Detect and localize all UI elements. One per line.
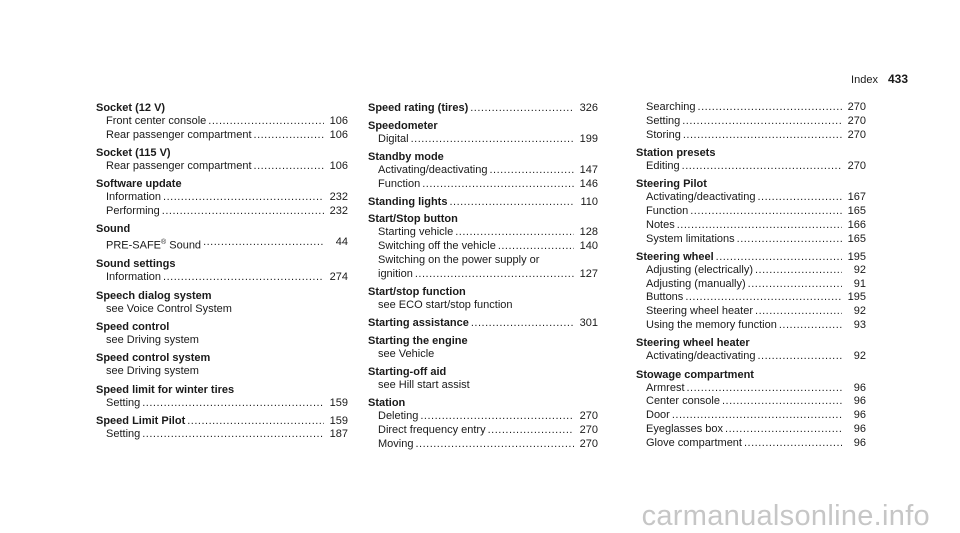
index-entry xyxy=(96,101,348,143)
index-subentry xyxy=(96,303,348,317)
subentry-label: Eyeglasses box xyxy=(646,423,724,436)
page-ref[interactable]: 93 xyxy=(853,319,866,332)
dot-leader xyxy=(142,428,324,442)
subentry-label: Information xyxy=(106,271,162,284)
index-heading-row xyxy=(96,101,348,115)
subentry-label: Armrest xyxy=(646,381,685,394)
dot-leader xyxy=(254,160,324,174)
page-ref[interactable]: 301 xyxy=(579,317,598,330)
page-ref[interactable]: 167 xyxy=(847,191,866,204)
watermark: carmanualsonline.info xyxy=(641,500,930,532)
index-column-3 xyxy=(636,101,866,451)
index-subentry xyxy=(96,191,348,205)
subentry-label: Setting xyxy=(646,114,681,127)
index-heading: Steering Pilot xyxy=(636,178,707,191)
index-heading-row xyxy=(636,368,866,382)
dot-leader xyxy=(163,191,324,205)
section-title: Index xyxy=(851,74,878,86)
dot-leader xyxy=(470,101,574,115)
index-heading: Start/stop function xyxy=(368,286,466,299)
dot-leader xyxy=(725,423,842,437)
subentry-label: Center console xyxy=(646,395,720,408)
dot-leader xyxy=(422,178,574,192)
dot-leader xyxy=(415,438,574,452)
page-ref[interactable]: 270 xyxy=(847,114,866,127)
index-subentry xyxy=(368,226,598,240)
page-ref[interactable]: 147 xyxy=(579,163,598,176)
index-entry xyxy=(368,334,598,362)
subentry-label: Adjusting (manually) xyxy=(646,277,746,290)
index-subentry xyxy=(368,178,598,192)
page-ref[interactable]: 96 xyxy=(853,395,866,408)
subentry-label: Using the memory function xyxy=(646,319,777,332)
index-subentry xyxy=(636,382,866,396)
subentry-label: Performing xyxy=(106,205,160,218)
subentry-label: PRE-SAFE® Sound xyxy=(106,239,202,253)
index-subentry xyxy=(368,438,598,452)
dot-leader xyxy=(449,195,574,209)
index-heading-row xyxy=(96,146,348,160)
page-ref[interactable]: 96 xyxy=(853,381,866,394)
index-subentry xyxy=(96,334,348,348)
subentry-label: see Voice Control System xyxy=(106,302,232,315)
index-heading-row xyxy=(96,320,348,334)
subentry-label: Rear passenger compartment xyxy=(106,160,252,173)
dot-leader xyxy=(716,250,842,264)
page-ref[interactable]: 270 xyxy=(579,410,598,423)
subentry-label: Glove compartment xyxy=(646,436,742,449)
index-entry xyxy=(96,177,348,219)
index-subentry xyxy=(368,268,598,282)
index-subentry xyxy=(636,115,866,129)
index-entry xyxy=(636,368,866,451)
subentry-label: Activating/deactivating xyxy=(378,163,488,176)
dot-leader xyxy=(744,437,842,451)
page-ref[interactable]: 96 xyxy=(853,423,866,436)
index-entry xyxy=(368,101,598,115)
index-heading-row xyxy=(368,316,598,330)
index-heading: Speed limit for winter tires xyxy=(96,383,235,396)
index-subentry xyxy=(368,410,598,424)
index-subentry xyxy=(636,350,866,364)
index-subentry xyxy=(636,205,866,219)
page-ref[interactable]: 270 xyxy=(847,101,866,113)
dot-leader xyxy=(672,409,842,423)
page-ref[interactable]: 106 xyxy=(329,115,348,127)
index-heading-row xyxy=(368,334,598,348)
subentry-label: Storing xyxy=(646,128,681,141)
page-ref[interactable]: 195 xyxy=(847,291,866,304)
dot-leader xyxy=(757,350,842,364)
page-ref[interactable]: 165 xyxy=(847,232,866,245)
index-entry xyxy=(96,289,348,317)
index-subentry xyxy=(636,437,866,451)
index-heading-row xyxy=(368,212,598,226)
page-ref[interactable]: 187 xyxy=(329,427,348,440)
index-entry xyxy=(368,396,598,451)
index-subentry xyxy=(636,291,866,305)
subentry-label: Information xyxy=(106,191,162,204)
subentry-label: see Driving system xyxy=(106,365,199,378)
page-ref[interactable]: 270 xyxy=(579,438,598,451)
dot-leader xyxy=(488,424,574,438)
dot-leader xyxy=(187,414,324,428)
index-entry xyxy=(368,119,598,147)
index-entry xyxy=(636,101,866,142)
index-heading-row xyxy=(368,150,598,164)
index-entry xyxy=(96,351,348,379)
index-heading-row xyxy=(368,285,598,299)
index-heading: Starting assistance xyxy=(368,317,469,330)
subentry-label: Moving xyxy=(378,438,414,451)
index-heading-row xyxy=(96,289,348,303)
subentry-label: see ECO start/stop function xyxy=(378,299,513,312)
dot-leader xyxy=(455,226,574,240)
page-number: 433 xyxy=(887,72,908,86)
index-heading-row xyxy=(368,365,598,379)
index-heading: Sound xyxy=(96,223,131,236)
dot-leader xyxy=(203,236,324,253)
index-heading-row xyxy=(368,396,598,410)
index-subentry xyxy=(368,133,598,147)
page-ref[interactable]: 91 xyxy=(853,277,866,290)
index-heading-row xyxy=(96,414,348,428)
index-subentry xyxy=(636,409,866,423)
dot-leader xyxy=(757,191,842,205)
page-ref[interactable]: 326 xyxy=(579,102,598,114)
index-subentry xyxy=(636,305,866,319)
subentry-label: Starting vehicle xyxy=(378,226,454,239)
index-entry xyxy=(96,320,348,348)
index-entry xyxy=(96,414,348,442)
dot-leader xyxy=(498,240,574,254)
subentry-label: Editing xyxy=(646,159,680,172)
index-heading: Socket (12 V) xyxy=(96,102,166,114)
index-entry xyxy=(368,285,598,313)
index-subentry xyxy=(96,129,348,143)
subentry-label: Digital xyxy=(378,132,409,145)
index-heading: Station presets xyxy=(636,146,716,159)
index-subentry xyxy=(368,240,598,254)
index-entry xyxy=(368,150,598,192)
index-entry xyxy=(636,177,866,246)
index-heading-row xyxy=(636,177,866,191)
dot-leader xyxy=(682,115,842,129)
subentry-label: Direct frequency entry xyxy=(378,424,486,437)
index-heading: Speed control xyxy=(96,321,170,334)
dot-leader xyxy=(420,410,574,424)
dot-leader xyxy=(755,264,842,278)
index-heading-row xyxy=(368,101,598,115)
index-heading: Steering wheel xyxy=(636,250,714,263)
page-ref[interactable]: 199 xyxy=(579,132,598,145)
subentry-label: Front center console xyxy=(106,115,207,127)
index-heading-row xyxy=(96,222,348,236)
index-heading: Station xyxy=(368,397,406,410)
index-heading: Starting-off aid xyxy=(368,366,447,379)
page-ref[interactable]: 165 xyxy=(847,204,866,217)
dot-leader xyxy=(489,164,574,178)
index-subentry xyxy=(636,395,866,409)
subentry-label: Adjusting (electrically) xyxy=(646,263,753,276)
index-heading-row xyxy=(96,351,348,365)
subentry-label: Function xyxy=(646,204,689,217)
index-subentry xyxy=(96,115,348,129)
index-subentry xyxy=(96,236,348,253)
page-header xyxy=(851,72,908,86)
dot-leader xyxy=(162,205,324,219)
page-ref[interactable]: 106 xyxy=(329,128,348,141)
dot-leader xyxy=(254,129,324,143)
dot-leader xyxy=(142,397,324,411)
index-entry xyxy=(368,212,598,281)
subentry-label: Setting xyxy=(106,427,141,440)
dot-leader xyxy=(683,129,842,143)
index-heading-row xyxy=(96,177,348,191)
dot-leader xyxy=(755,305,842,319)
index-entry xyxy=(636,336,866,364)
page-ref[interactable]: 92 xyxy=(853,305,866,318)
index-subentry xyxy=(368,348,598,362)
dot-leader xyxy=(722,395,842,409)
subentry-label: Door xyxy=(646,409,670,422)
page-ref[interactable]: 232 xyxy=(329,191,348,204)
index-heading-row xyxy=(636,336,866,350)
page-ref[interactable]: 159 xyxy=(329,396,348,409)
index-subentry xyxy=(636,264,866,278)
dot-leader xyxy=(687,382,843,396)
subentry-label: Activating/deactivating xyxy=(646,350,756,363)
subentry-label: Function xyxy=(378,177,421,190)
dot-leader xyxy=(685,291,842,305)
dot-leader xyxy=(779,319,842,333)
page-ref[interactable]: 270 xyxy=(847,128,866,141)
subentry-label: Setting xyxy=(106,396,141,409)
index-heading: Speedometer xyxy=(368,119,438,132)
index-subentry xyxy=(636,319,866,333)
page-ref[interactable]: 110 xyxy=(580,195,598,208)
index-subentry xyxy=(636,160,866,174)
index-subentry xyxy=(636,129,866,143)
index-subentry xyxy=(96,160,348,174)
index-heading-row xyxy=(368,195,598,209)
index-heading: Software update xyxy=(96,178,182,191)
subentry-label: System limitations xyxy=(646,232,735,245)
index-column-2 xyxy=(368,101,598,452)
index-entry xyxy=(368,365,598,393)
index-heading: Speed Limit Pilot xyxy=(96,414,186,427)
index-subentry xyxy=(96,397,348,411)
index-entry xyxy=(96,146,348,174)
page-ref[interactable]: 92 xyxy=(853,350,866,363)
index-subentry xyxy=(368,164,598,178)
index-subentry xyxy=(368,424,598,438)
subentry-label: see Driving system xyxy=(106,334,199,347)
index-entry xyxy=(636,250,866,333)
subentry-label: Steering wheel heater xyxy=(646,305,754,318)
index-subentry xyxy=(636,233,866,247)
subentry-label: Switching on the power supply or xyxy=(378,253,540,266)
dot-leader xyxy=(208,115,324,129)
subentry-label: Switching off the vehicle xyxy=(378,240,496,253)
index-entry xyxy=(96,383,348,411)
page-ref[interactable]: 270 xyxy=(579,424,598,437)
index-entry xyxy=(368,195,598,209)
index-subentry xyxy=(636,278,866,292)
page-ref[interactable]: 96 xyxy=(853,436,866,449)
index-heading-row xyxy=(368,119,598,133)
index-heading: Speech dialog system xyxy=(96,289,212,302)
index-heading-row xyxy=(96,383,348,397)
subentry-label: see Vehicle xyxy=(378,347,435,360)
index-subentry xyxy=(96,428,348,442)
index-heading: Sound settings xyxy=(96,258,176,271)
dot-leader xyxy=(698,101,842,115)
subentry-label: Rear passenger compartment xyxy=(106,128,252,141)
index-heading: Stowage compartment xyxy=(636,368,754,381)
page-ref[interactable]: 128 xyxy=(579,226,598,239)
subentry-label: Searching xyxy=(646,101,696,113)
dot-leader xyxy=(471,316,574,330)
index-heading: Standing lights xyxy=(368,195,448,208)
index-subentry xyxy=(636,423,866,437)
index-subentry xyxy=(96,205,348,219)
index-heading: Standby mode xyxy=(368,150,444,163)
page-ref[interactable]: 232 xyxy=(329,205,348,218)
page-ref[interactable]: 274 xyxy=(329,271,348,284)
index-entry xyxy=(96,222,348,253)
index-subentry xyxy=(636,219,866,233)
page-ref[interactable]: 127 xyxy=(579,267,598,280)
index-heading: Steering wheel heater xyxy=(636,337,750,350)
index-heading: Starting the engine xyxy=(368,334,468,347)
page-ref[interactable]: 96 xyxy=(853,409,866,422)
dot-leader xyxy=(677,219,842,233)
index-subentry xyxy=(96,271,348,285)
page-ref[interactable]: 159 xyxy=(329,414,348,427)
index-heading-row xyxy=(96,257,348,271)
index-heading-row xyxy=(636,146,866,160)
index-heading-row xyxy=(636,250,866,264)
page-ref[interactable]: 146 xyxy=(579,177,598,190)
index-subentry xyxy=(368,299,598,313)
page-ref[interactable]: 140 xyxy=(579,240,598,253)
index-entry xyxy=(96,257,348,285)
subentry-label: Activating/deactivating xyxy=(646,191,756,204)
page-ref[interactable]: 92 xyxy=(853,263,866,276)
page-ref[interactable]: 270 xyxy=(847,159,866,172)
dot-leader xyxy=(748,278,842,292)
index-heading: Speed rating (tires) xyxy=(368,102,469,114)
index-subentry xyxy=(636,191,866,205)
index-subentry xyxy=(368,254,598,268)
subentry-label: ignition xyxy=(378,267,413,280)
dot-leader xyxy=(682,160,842,174)
page-ref[interactable]: 195 xyxy=(847,250,866,263)
index-subentry xyxy=(636,101,866,115)
index-entry xyxy=(368,316,598,330)
page-ref[interactable]: 166 xyxy=(847,218,866,231)
index-heading: Speed control system xyxy=(96,352,211,365)
index-subentry xyxy=(368,379,598,393)
subentry-label: Buttons xyxy=(646,291,684,304)
dot-leader xyxy=(690,205,842,219)
dot-leader xyxy=(415,268,574,282)
index-column-1 xyxy=(96,101,348,442)
index-heading: Start/Stop button xyxy=(368,213,458,226)
subentry-label: Deleting xyxy=(378,410,419,423)
index-subentry xyxy=(96,365,348,379)
page-ref[interactable]: 106 xyxy=(329,160,348,173)
dot-leader xyxy=(737,233,842,247)
dot-leader xyxy=(163,271,324,285)
page-ref[interactable]: 44 xyxy=(335,236,348,249)
index-entry xyxy=(636,146,866,174)
subentry-label: see Hill start assist xyxy=(378,379,470,392)
index-heading: Socket (115 V) xyxy=(96,147,171,160)
dot-leader xyxy=(411,133,574,147)
subentry-label: Notes xyxy=(646,218,675,231)
